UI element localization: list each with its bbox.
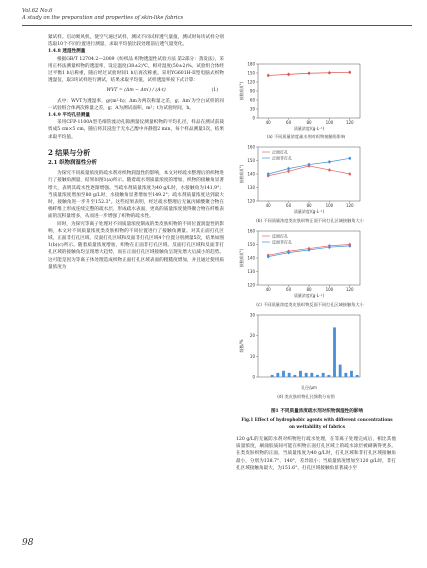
y-axis-label: 接触角/(°) bbox=[239, 248, 244, 268]
y-tick-label: 60 bbox=[249, 97, 255, 103]
y-tick-label: 120 bbox=[247, 79, 255, 85]
y-tick-label: 150 bbox=[247, 158, 255, 163]
x-tick-label: 40 bbox=[265, 287, 271, 292]
bar bbox=[339, 365, 342, 377]
x-tick-label: 100 bbox=[325, 203, 334, 208]
right-column-text bbox=[236, 436, 396, 472]
x-tick-label: 80 bbox=[306, 203, 312, 208]
y-tick-label: 20 bbox=[249, 333, 255, 339]
paragraph: 为探究不同质量浓度的疏水剂对织物润湿性的影响，本文对经疏水整理后的织物进行了接触角测量，结果如图1(a)所示。随着疏水剂质量浓度的增加，织物的接触角显著增大，表明其疏水性逐渐增强。当疏水剂质量浓度为40 g/L时，水接触角为141.9°；当质量浓度增加至80 g/L时，水接触角显著增加至149.2°；疏水剂质量浓度达到最大时，接触角进一步升至152.3°。这些结果表明，经过疏水整理后无氟丙烯酸聚合物在棉纤维上形成连续完整的疏水层，形成疏水表面，更高的质量浓度使得聚合物在纤维表面的沉积量增多，从而进一步增强了织物的疏水性。 bbox=[48, 171, 224, 220]
x-tick-label: 100 bbox=[325, 287, 334, 292]
page-number: 98 bbox=[22, 538, 34, 548]
x-tick-label: 120 bbox=[345, 203, 354, 208]
section-2-heading: 2 结果与分析 bbox=[48, 147, 91, 157]
heading-1-4-9: 1.4.9 平均孔径测量 bbox=[48, 113, 90, 119]
figure-1a bbox=[236, 60, 366, 136]
caption-c: (c) 不同质量浓度类皮肤织物反面不同打孔区域接触角大小 bbox=[256, 302, 364, 307]
caption-d: (d) 类皮肤织物孔径频数分布图 bbox=[277, 394, 335, 399]
y-tick-label: 130 bbox=[247, 269, 255, 274]
x-tick-label: 120 bbox=[345, 120, 354, 125]
caption-b: (b) 不同质量浓度类皮肤织物正面不同打孔区域接触角大小 bbox=[256, 218, 364, 223]
x-tick-label: 60 bbox=[286, 203, 292, 208]
figure-title-en-1: Fig.1 Effect of hydrophobic agents with different concentrations bbox=[241, 417, 393, 422]
header-rule bbox=[22, 25, 412, 26]
y-tick-label: 10 bbox=[249, 353, 255, 359]
y-tick-label: 0 bbox=[252, 115, 255, 121]
y-tick-label: 180 bbox=[247, 61, 255, 67]
y-axis-label: 接触角/(°) bbox=[239, 164, 244, 184]
x-tick-label: 40 bbox=[265, 203, 271, 208]
left-column bbox=[48, 34, 224, 271]
bar bbox=[322, 373, 325, 377]
legend-label: 反面非打孔 bbox=[272, 239, 292, 245]
bar bbox=[305, 373, 308, 377]
bar bbox=[316, 375, 319, 377]
figure-1b bbox=[236, 143, 366, 219]
y-tick-label: 120 bbox=[247, 198, 255, 204]
paragraph: 采用CFP-1100A型毛细管流动孔隙测量仪测量织物的平均孔径。样品在测试前裁剪成5 cm×5 cm，随后将其浸泡于无水乙醇中并静置2 min，每个样品测量3次，结果求取平均值。 bbox=[48, 120, 224, 140]
y-tick-label: 30 bbox=[249, 106, 255, 112]
legend-label: 正面非打孔 bbox=[272, 155, 292, 161]
paragraph: 根据GB/T 12704.2—2009《纺织品 织物透湿性试验方法 第2部分：蒸发法》，采用正杯法测量织物的透湿率，设定温度(38±2)℃，相对湿度(50±2)%。试验组合体经过平衡1 h后称重，随后经过试验时间1 h后再次称重。采用YG601H-II型电脑式织物透湿仪，取3块试样进行测试，结果求取平均值，试样透湿率按下式计算： bbox=[48, 56, 224, 84]
bar bbox=[350, 371, 353, 377]
y-tick-label: 140 bbox=[247, 171, 255, 177]
figure-title-en-2: on wettability of fabrics bbox=[289, 424, 345, 429]
bar bbox=[293, 375, 296, 377]
y-tick-label: 0 bbox=[252, 374, 255, 380]
equation-1 bbox=[48, 87, 224, 94]
running-header bbox=[22, 8, 412, 22]
paragraph: 同时，为探究等离子处理对不同质量浓度制成的类皮肤织物的不同位置润湿性的影响，本文对不同质量浓度类皮肤织物的不同位置进行了接触角测量。对其正面打孔区域、正面非打孔区域、反面打孔区域和反面非打孔区域4个位置分别测量5次，结果如图1(b)(c)所示。随着质量浓度增加，织物在正面非打孔区域、反面打孔区域和反面非打孔区域的接触角均呈现增大趋势，而在正面打孔区域接触角呈现先增大后减小的趋势。这可能是因为等离子体处理造成织物正面打孔区域表面的粗糙度增加，并且通过使用质量浓度为 bbox=[48, 221, 224, 270]
legend-label: 正面打孔 bbox=[272, 149, 288, 155]
x-axis-label: 质量浓度/(g·L⁻¹) bbox=[293, 209, 325, 214]
paragraph: 紧试样。启动吸风机，使空气通过试样，测试不同试样透气量值，测试时每块试样分别选取10个不同位置进行测量，求取平均值比较处理前后透气量变化。 bbox=[48, 35, 224, 48]
y-axis-label: 接触角/(°) bbox=[239, 81, 244, 101]
y-tick-label: 160 bbox=[247, 144, 255, 150]
y-axis-label: 频数/% bbox=[239, 339, 244, 353]
bar bbox=[356, 375, 359, 377]
bar bbox=[282, 371, 285, 377]
x-axis-label: 孔径/μm bbox=[301, 385, 317, 390]
chart-d bbox=[236, 311, 366, 391]
bar bbox=[299, 371, 302, 377]
caption-a: (a) 不同质量浓度疏水剂对织物接触角影响 bbox=[266, 134, 346, 139]
y-tick-label: 150 bbox=[247, 242, 255, 247]
bar bbox=[288, 373, 291, 377]
plot-frame bbox=[258, 315, 360, 377]
heading-1-4-8: 1.4.8 透湿性测量 bbox=[48, 49, 86, 55]
legend-label: 反面打孔 bbox=[272, 233, 288, 239]
bar bbox=[327, 375, 330, 377]
chart-a bbox=[236, 60, 366, 132]
volume-label: Vol.62 No.6 bbox=[22, 8, 53, 14]
x-tick-label: 60 bbox=[286, 287, 292, 292]
bar bbox=[333, 327, 336, 377]
x-tick-label: 80 bbox=[306, 120, 312, 125]
section-2-1-heading: 2.1 织物润湿性分析 bbox=[48, 160, 97, 167]
x-tick-label: 80 bbox=[306, 287, 312, 292]
journal-subtitle: A study on the preparation and properties of skin-like fabrics bbox=[22, 15, 184, 21]
figure-1c bbox=[236, 227, 366, 303]
y-tick-label: 120 bbox=[247, 282, 255, 288]
y-tick-label: 160 bbox=[247, 228, 255, 234]
equation-number: (1) bbox=[211, 88, 218, 94]
bar bbox=[310, 373, 313, 377]
x-tick-label: 40 bbox=[265, 120, 271, 125]
x-axis-label: 质量浓度/(g·L⁻¹) bbox=[293, 293, 325, 298]
figure-title-cn: 图1 不同质量浓度疏水剂对织物润湿性的影响 bbox=[270, 409, 364, 414]
chart-c bbox=[236, 227, 366, 299]
y-tick-label: 90 bbox=[249, 88, 255, 94]
y-tick-label: 140 bbox=[247, 255, 255, 261]
x-tick-label: 100 bbox=[325, 120, 334, 125]
formula-text: WVT = (Δm − Δm′) / (A·t) bbox=[106, 88, 166, 94]
x-tick-label: 60 bbox=[286, 120, 292, 125]
x-axis-label: 质量浓度/(g·L⁻¹) bbox=[293, 126, 325, 131]
chart-b bbox=[236, 143, 366, 215]
x-tick-label: 120 bbox=[345, 287, 354, 292]
y-tick-label: 130 bbox=[247, 185, 255, 190]
figure-1d bbox=[236, 311, 366, 395]
bar bbox=[276, 373, 279, 377]
bar bbox=[271, 375, 274, 377]
bar bbox=[344, 373, 347, 377]
y-tick-label: 150 bbox=[247, 70, 255, 76]
paragraph: 式中：WVT为透湿率，g/(m²·h)；Δm为两次称量之差，g；Δm′为空白试样的同一试验组合体两次称量之差，g；A为测试面积，m²；t为试验时间，h。 bbox=[48, 98, 224, 111]
y-tick-label: 30 bbox=[249, 312, 255, 318]
paragraph: 120 g/L的无氟防水剂对织物进行疏水处理，在等离子处理完成后，相比其他质量浓度，刷涌胶质间可能在织物正面打孔区域上的疏水涂层被刷满得更多。在类皮肤织物的正面，当质量浓度为40 g/L时，打孔区域和非打孔区域接触角最小，分别为138.7°、140°，差异较小；当质量浓度增加至120 g/L时，非打孔区域接触角最大，为151.6°，打孔区域接触角显著减小至 bbox=[236, 437, 396, 471]
